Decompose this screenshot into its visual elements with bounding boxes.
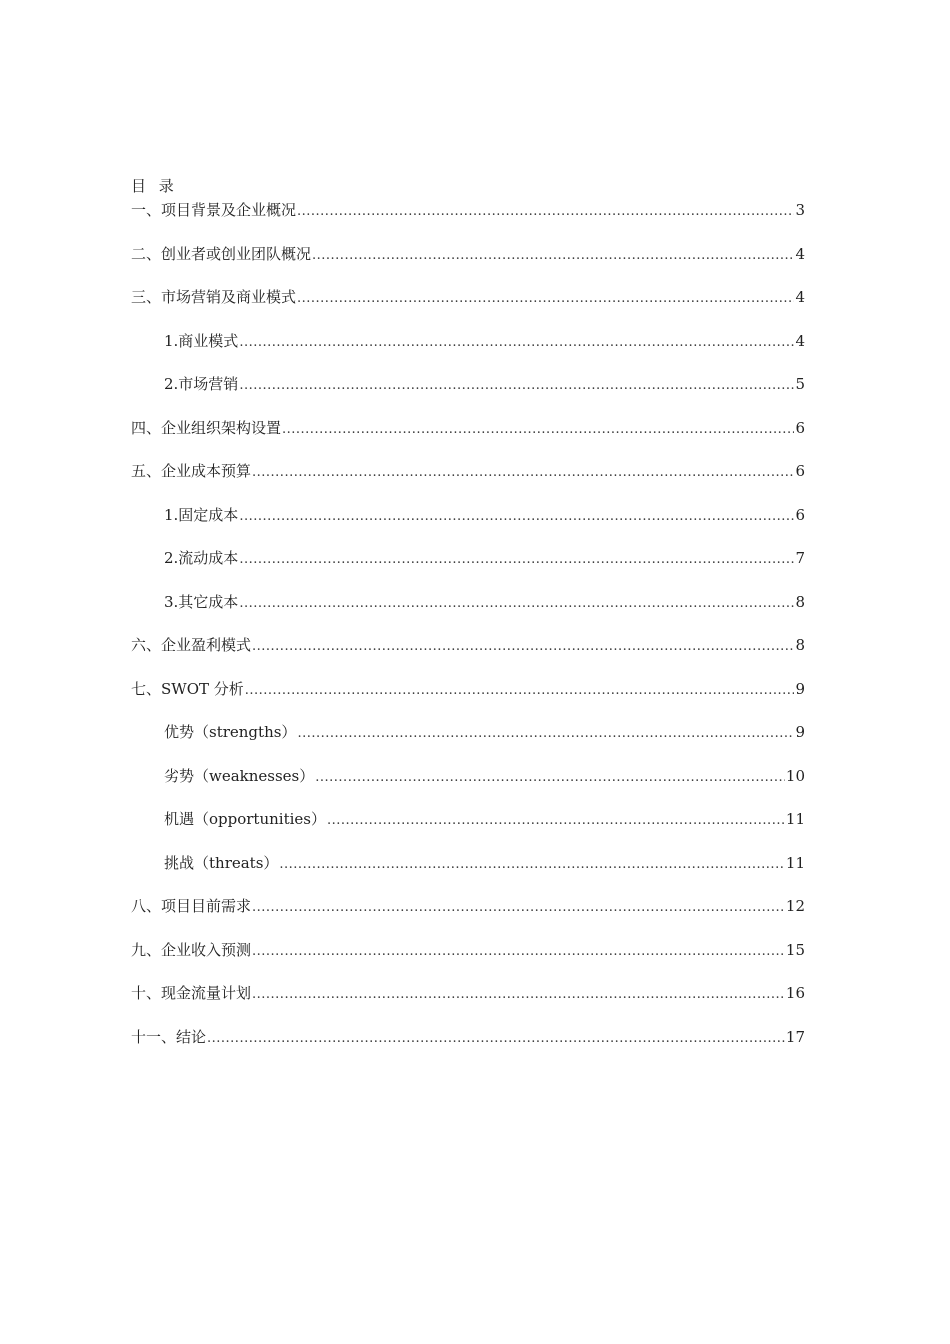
- toc-entry-page-number: 8: [795, 592, 805, 611]
- toc-entry-label: 1.固定成本: [164, 505, 239, 524]
- toc-entry-page-number: 8: [795, 636, 805, 654]
- toc-entry-label: 机遇（opportunities）: [164, 810, 326, 828]
- toc-entry-label: 2.市场营销: [164, 375, 239, 393]
- toc-entry-label: 3.其它成本: [164, 592, 239, 611]
- dot-leader: [297, 724, 794, 744]
- toc-entry-conclusion[interactable]: [131, 1027, 805, 1047]
- toc-entry-project-background[interactable]: [131, 200, 805, 220]
- toc-entry-label: 劣势（weaknesses）: [164, 766, 315, 785]
- toc-entry-label: 优势（strengths）: [164, 723, 297, 741]
- table-of-contents: [131, 200, 805, 1070]
- toc-entry-page-number: 6: [795, 418, 805, 437]
- toc-entry-label: 二、创业者或创业团队概况: [131, 244, 312, 263]
- dot-leader: [315, 768, 785, 788]
- toc-entry-page-number: 10: [785, 766, 805, 785]
- toc-entry-page-number: 15: [785, 940, 805, 959]
- toc-entry-marketing-business-model[interactable]: [131, 287, 805, 307]
- toc-title: 目 录: [131, 177, 178, 195]
- dot-leader: [297, 202, 794, 222]
- toc-entry-strengths[interactable]: [131, 722, 805, 742]
- toc-entry-revenue-forecast[interactable]: [131, 940, 805, 960]
- toc-entry-label: 九、企业收入预测: [131, 940, 252, 959]
- toc-entry-founder-team[interactable]: [131, 244, 805, 264]
- toc-entry-label: 十一、结论: [131, 1027, 207, 1046]
- toc-entry-other-cost[interactable]: [131, 592, 805, 612]
- dot-leader: [252, 985, 785, 1005]
- toc-entry-label: 八、项目目前需求: [131, 897, 252, 915]
- toc-entry-label: 五、企业成本预算: [131, 462, 252, 480]
- dot-leader: [279, 855, 785, 875]
- toc-entry-profit-model[interactable]: [131, 635, 805, 655]
- toc-entry-label: 四、企业组织架构设置: [131, 418, 282, 437]
- dot-leader: [252, 463, 794, 483]
- toc-entry-label: 七、SWOT 分析: [131, 679, 244, 698]
- toc-entry-page-number: 3: [795, 201, 805, 219]
- toc-entry-label: 1.商业模式: [164, 331, 239, 350]
- toc-entry-label: 挑战（threats）: [164, 853, 279, 872]
- dot-leader: [239, 376, 794, 396]
- toc-entry-page-number: 16: [785, 984, 805, 1002]
- toc-entry-business-model[interactable]: [131, 331, 805, 351]
- dot-leader: [239, 594, 794, 614]
- toc-entry-page-number: 5: [795, 375, 805, 393]
- dot-leader: [252, 942, 785, 962]
- toc-entry-label: 六、企业盈利模式: [131, 636, 252, 654]
- toc-entry-weaknesses[interactable]: [131, 766, 805, 786]
- toc-entry-label: 2.流动成本: [164, 549, 239, 567]
- toc-entry-label: 一、项目背景及企业概况: [131, 201, 297, 219]
- toc-entry-label: 十、现金流量计划: [131, 984, 252, 1002]
- dot-leader: [245, 681, 795, 701]
- toc-entry-cost-budget[interactable]: [131, 461, 805, 481]
- toc-entry-page-number: 11: [785, 810, 805, 828]
- toc-entry-cash-flow-plan[interactable]: [131, 983, 805, 1003]
- dot-leader: [239, 333, 794, 353]
- toc-entry-page-number: 4: [795, 288, 805, 306]
- toc-entry-page-number: 6: [795, 462, 805, 480]
- dot-leader: [327, 811, 785, 831]
- toc-entry-swot[interactable]: [131, 679, 805, 699]
- dot-leader: [239, 550, 794, 570]
- toc-entry-marketing[interactable]: [131, 374, 805, 394]
- toc-entry-label: 三、市场营销及商业模式: [131, 288, 297, 306]
- toc-entry-page-number: 9: [795, 723, 805, 741]
- toc-entry-page-number: 4: [795, 244, 805, 263]
- toc-entry-fixed-cost[interactable]: [131, 505, 805, 525]
- toc-entry-page-number: 12: [785, 897, 805, 915]
- toc-entry-threats[interactable]: [131, 853, 805, 873]
- dot-leader: [252, 898, 785, 918]
- toc-entry-page-number: 9: [795, 679, 805, 698]
- toc-entry-page-number: 17: [785, 1027, 805, 1046]
- dot-leader: [312, 246, 794, 266]
- dot-leader: [252, 637, 794, 657]
- toc-entry-page-number: 7: [795, 549, 805, 567]
- toc-entry-opportunities[interactable]: [131, 809, 805, 829]
- toc-entry-page-number: 11: [785, 853, 805, 872]
- toc-entry-current-needs[interactable]: [131, 896, 805, 916]
- toc-entry-page-number: 4: [795, 331, 805, 350]
- toc-entry-variable-cost[interactable]: [131, 548, 805, 568]
- toc-entry-org-structure[interactable]: [131, 418, 805, 438]
- dot-leader: [282, 420, 794, 440]
- toc-entry-page-number: 6: [795, 505, 805, 524]
- dot-leader: [297, 289, 794, 309]
- dot-leader: [239, 507, 794, 527]
- dot-leader: [207, 1029, 785, 1049]
